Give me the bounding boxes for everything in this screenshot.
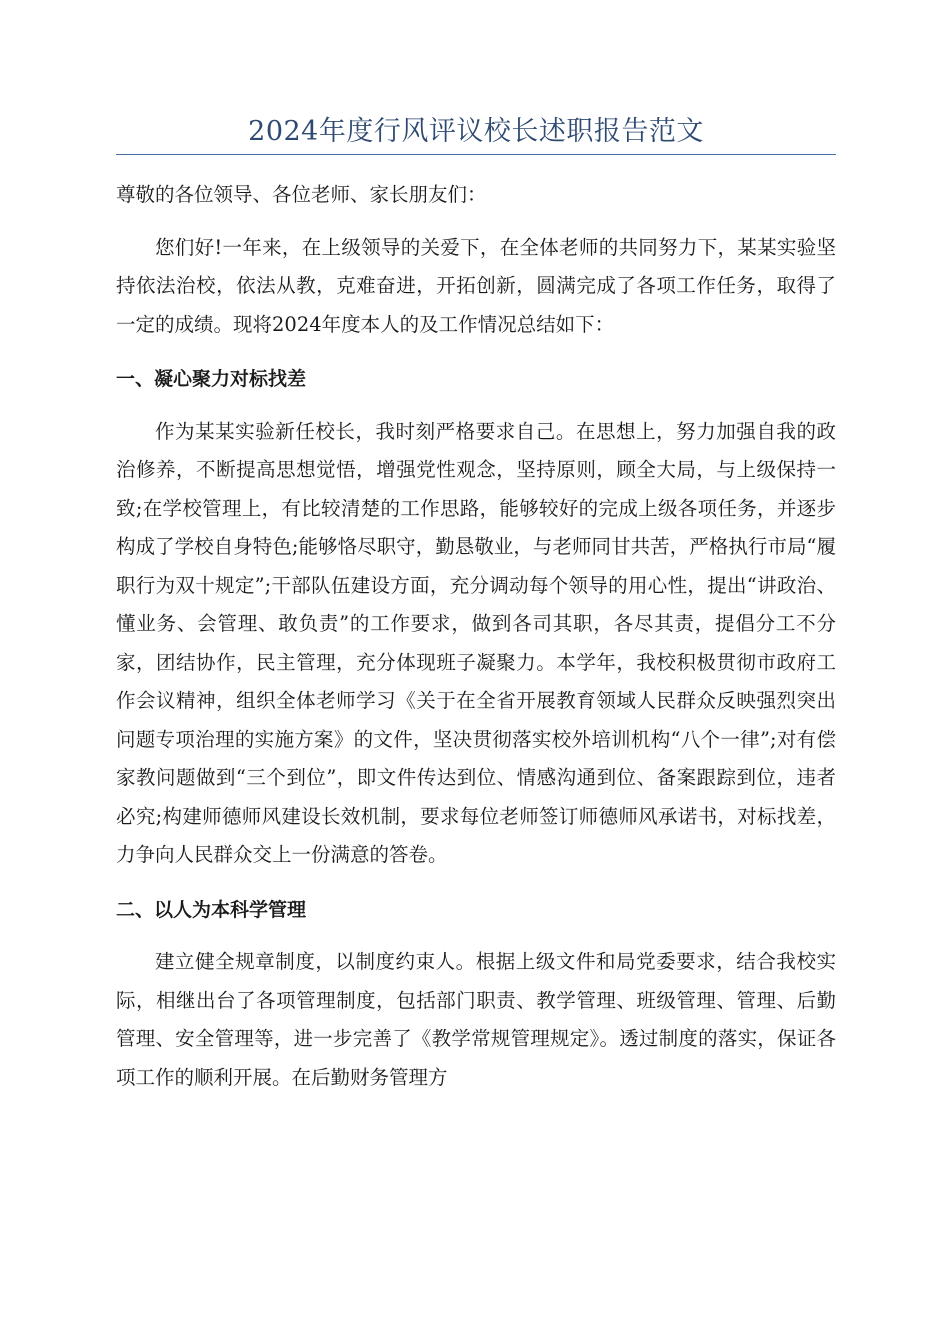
title-underline: [116, 154, 836, 155]
document-title: 2024年度行风评议校长述职报告范文: [248, 116, 704, 147]
section-2-paragraph: 建立健全规章制度，以制度约束人。根据上级文件和局党委要求，结合我校实际，相继出台了各项管理制度，包括部门职责、教学管理、班级管理、管理、后勤管理、安全管理等，进一步完善了《教学常规管理规定》。透过制度的落实，保证各项工作的顺利开展。在后勤财务管理方: [116, 950, 836, 1089]
salutation: 尊敬的各位领导、各位老师、家长朋友们：: [116, 183, 487, 206]
section-1-paragraph: 作为某某实验新任校长，我时刻严格要求自己。在思想上，努力加强自我的政治修养，不断提高思想觉悟，增强党性观念，坚持原则，顾全大局，与上级保持一致;在学校管理上，有比较清楚的工作思路，能够较好的完成上级各项任务，并逐步构成了学校自身特色;能够恪尽职守，勤恳敬业，与老师同甘共苦，严格执行市局“履职行为双十规定”;干部队伍建设方面，充分调动每个领导的用心性，提出“讲政治、懂业务、会管理、敢负责”的工作要求，做到各司其职，各尽其责，提倡分工不分家，团结协作，民主管理，充分体现班子凝聚力。本学年，我校积极贯彻市政府工作会议精神，组织全体老师学习《关于在全省开展教育领域人民群众反映强烈突出问题专项治理的实施方案》的文件，坚决贯彻落实校外培训机构“八个一律”;对有偿家教问题做到“三个到位”，即文件传达到位、情感沟通到位、备案跟踪到位，违者必究;构建师德师风建设长效机制，要求每位老师签订师德师风承诺书，对标找差，力争向人民群众交上一份满意的答卷。: [116, 419, 836, 866]
document-body: [116, 176, 836, 1113]
section-2-heading: 二、以人为本科学管理: [116, 898, 307, 921]
section-1-heading: 一、凝心聚力对标找差: [116, 368, 307, 390]
intro-paragraph: 您们好!一年来，在上级领导的关爱下，在全体老师的共同努力下，某某实验坚持依法治校，依法从教，克难奋进，开拓创新，圆满完成了各项工作任务，取得了一定的成绩。现将2024年度本人的及工作情况总结如下：: [116, 235, 836, 336]
